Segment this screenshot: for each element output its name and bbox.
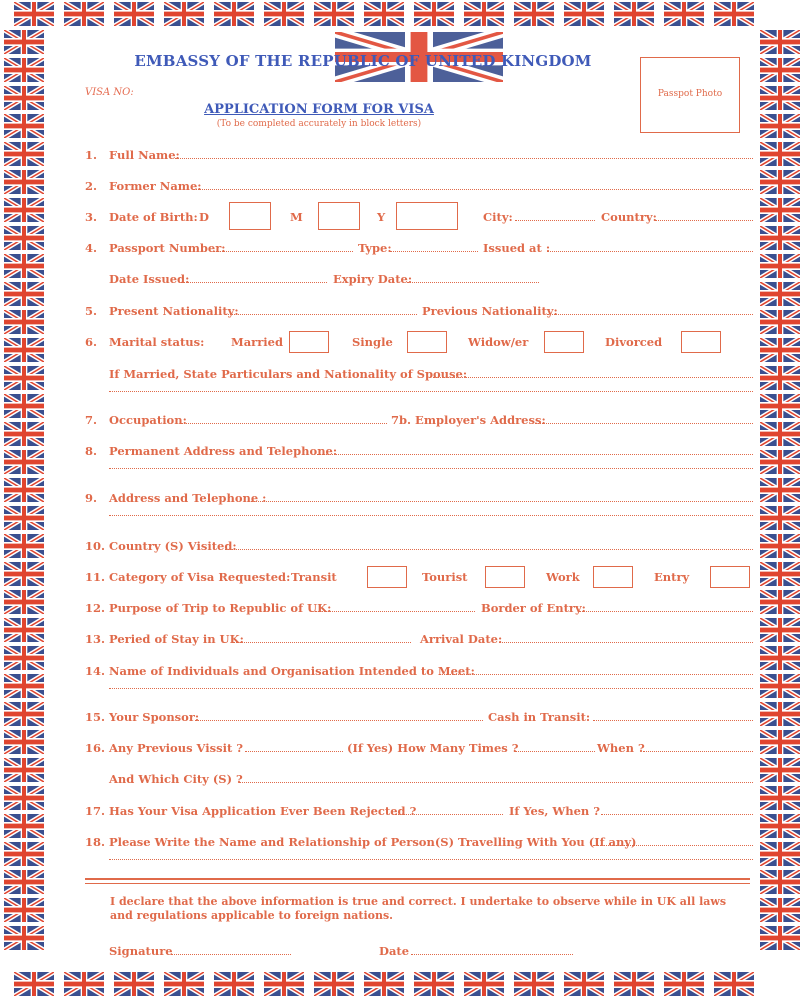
countries-visited-label: Country (S) Visited: <box>109 539 237 553</box>
union-jack-icon <box>64 2 104 26</box>
border-of-entry-label: Border of Entry: <box>481 601 586 615</box>
city-field[interactable] <box>515 210 595 221</box>
passport-number-label: Passport Number: <box>109 241 226 255</box>
union-jack-icon <box>760 786 800 810</box>
transit-label: Transit <box>291 570 337 584</box>
union-jack-icon <box>614 972 654 996</box>
item-number: 4. <box>85 241 98 255</box>
union-jack-icon <box>760 30 800 54</box>
union-jack-icon <box>760 646 800 670</box>
form-subtitle: (To be completed accurately in block letters) <box>216 119 422 129</box>
union-jack-icon <box>514 2 554 26</box>
union-jack-icon <box>314 2 354 26</box>
date-label: Date <box>379 944 410 958</box>
occupation-label: Occupation: <box>109 413 187 427</box>
which-city-label: And Which City (S) ? <box>109 772 243 786</box>
marital-status-label: Marital status: <box>109 335 205 349</box>
type-label: Type: <box>358 241 392 255</box>
married-label: Married <box>231 335 284 349</box>
spouse-field-line-2[interactable] <box>109 381 753 392</box>
arrival-date-field[interactable] <box>499 632 753 643</box>
work-label: Work <box>546 570 580 584</box>
how-many-times-label: (If Yes) How Many Times ? <box>347 741 519 755</box>
previous-nationality-label: Previous Nationality: <box>422 304 558 318</box>
passport-number-field[interactable] <box>213 241 353 252</box>
union-jack-icon <box>4 702 44 726</box>
country-label: Country: <box>601 210 657 224</box>
union-jack-icon <box>760 870 800 894</box>
previous-visit-label: Any Previous Vissit ? <box>109 741 244 755</box>
union-jack-icon <box>760 534 800 558</box>
union-jack-icon <box>4 926 44 950</box>
union-jack-icon <box>4 534 44 558</box>
address-telephone-field-line-2[interactable] <box>109 505 753 516</box>
union-jack-icon <box>414 2 454 26</box>
item-number: 16. <box>85 741 106 755</box>
union-jack-icon <box>464 972 504 996</box>
union-jack-icon <box>760 282 800 306</box>
union-jack-icon <box>760 590 800 614</box>
employer-address-field[interactable] <box>535 413 753 424</box>
item-number: 2. <box>85 179 98 193</box>
union-jack-icon <box>414 972 454 996</box>
union-jack-icon <box>4 366 44 390</box>
country-field[interactable] <box>655 210 753 221</box>
union-jack-icon <box>760 58 800 82</box>
union-jack-icon <box>4 786 44 810</box>
widow-checkbox[interactable] <box>544 331 584 353</box>
union-jack-icon <box>4 30 44 54</box>
item-number: 3. <box>85 210 98 224</box>
union-jack-icon <box>714 2 754 26</box>
union-jack-icon <box>4 898 44 922</box>
city-label: City: <box>483 210 513 224</box>
rejected-when-field[interactable] <box>601 804 753 815</box>
embassy-title: EMBASSY OF THE REPUBLIC OF UNITED KINGDOM <box>134 52 592 70</box>
permanent-address-field-line-2[interactable] <box>109 458 753 469</box>
full-name-field[interactable] <box>175 148 753 159</box>
entry-label: Entry <box>654 570 690 584</box>
dob-year-box[interactable] <box>396 202 458 230</box>
declaration-text: I declare that the above information is true and correct. I undertake to observe while in UK all laws and regulations applicable to foreign nations. <box>110 895 727 922</box>
divider-line <box>85 883 750 884</box>
cash-in-transit-label: Cash in Transit: <box>488 710 591 724</box>
union-jack-icon <box>760 170 800 194</box>
individuals-field[interactable] <box>439 664 753 675</box>
issued-at-label: Issued at : <box>483 241 551 255</box>
item-number: 17. <box>85 804 106 818</box>
union-jack-icon <box>4 814 44 838</box>
previous-nationality-field[interactable] <box>547 304 753 315</box>
union-jack-icon <box>314 972 354 996</box>
union-jack-icon <box>464 2 504 26</box>
rejected-when-label: If Yes, When ? <box>509 804 601 818</box>
address-telephone-field[interactable] <box>251 491 753 502</box>
divorced-label: Divorced <box>605 335 663 349</box>
union-jack-icon <box>664 972 704 996</box>
cash-in-transit-field[interactable] <box>593 710 753 721</box>
how-many-times-field[interactable] <box>515 741 595 752</box>
item-number: 15. <box>85 710 106 724</box>
visa-category-label: Category of Visa Requested: <box>109 570 291 584</box>
dob-month-box[interactable] <box>318 202 360 230</box>
union-jack-icon <box>760 702 800 726</box>
date-issued-label: Date Issued: <box>109 272 190 286</box>
union-jack-icon <box>760 198 800 222</box>
union-jack-icon <box>760 730 800 754</box>
present-nationality-field[interactable] <box>225 304 417 315</box>
union-jack-icon <box>4 646 44 670</box>
travelling-with-label: Please Write the Name and Relationship of Person(S) Travelling With You (If any) <box>109 835 637 849</box>
signature-field[interactable] <box>171 944 291 955</box>
union-jack-icon <box>364 2 404 26</box>
union-jack-icon <box>760 86 800 110</box>
union-jack-icon <box>114 972 154 996</box>
item-number: 18. <box>85 835 106 849</box>
visa-no-label: VISA NO: <box>85 87 134 98</box>
purpose-label: Purpose of Trip to Republic of UK: <box>109 601 332 615</box>
union-jack-icon <box>760 114 800 138</box>
union-jack-icon <box>760 758 800 782</box>
transit-checkbox[interactable] <box>367 566 407 588</box>
married-checkbox[interactable] <box>289 331 329 353</box>
union-jack-icon <box>364 972 404 996</box>
expiry-label: Expiry Date: <box>333 272 413 286</box>
union-jack-icon <box>4 254 44 278</box>
item-number: 13. <box>85 632 106 646</box>
dob-d-label: D <box>199 210 209 224</box>
union-jack-icon <box>4 394 44 418</box>
employer-address-label: 7b. Employer's Address: <box>391 413 546 427</box>
former-name-label: Former Name: <box>109 179 202 193</box>
type-field[interactable] <box>390 241 478 252</box>
union-jack-icon <box>264 2 304 26</box>
date-field[interactable] <box>411 944 573 955</box>
union-jack-icon <box>4 282 44 306</box>
rejected-field[interactable] <box>395 804 503 815</box>
individuals-field-line-2[interactable] <box>109 678 753 689</box>
permanent-address-label: Permanent Address and Telephone: <box>109 444 338 458</box>
dob-y-label: Y <box>377 210 386 224</box>
union-jack-icon <box>760 506 800 530</box>
union-jack-icon <box>4 674 44 698</box>
tourist-checkbox[interactable] <box>485 566 525 588</box>
union-jack-icon <box>214 972 254 996</box>
union-jack-icon <box>760 842 800 866</box>
union-jack-icon <box>114 2 154 26</box>
item-number: 6. <box>85 335 98 349</box>
previous-visit-field[interactable] <box>245 741 343 752</box>
issued-at-field[interactable] <box>547 241 753 252</box>
union-jack-icon <box>4 226 44 250</box>
union-jack-icon <box>760 422 800 446</box>
union-jack-icon <box>4 842 44 866</box>
date-issued-field[interactable] <box>181 272 327 283</box>
arrival-date-label: Arrival Date: <box>420 632 503 646</box>
union-jack-icon <box>4 562 44 586</box>
travelling-with-field-line-2[interactable] <box>109 849 753 860</box>
union-jack-icon <box>514 972 554 996</box>
union-jack-icon <box>760 618 800 642</box>
union-jack-icon <box>760 142 800 166</box>
work-checkbox[interactable] <box>593 566 633 588</box>
union-jack-icon <box>4 590 44 614</box>
dob-m-label: M <box>290 210 303 224</box>
form-title: APPLICATION FORM FOR VISA <box>204 102 434 117</box>
dob-label: Date of Birth: <box>109 210 198 224</box>
union-jack-icon <box>164 2 204 26</box>
former-name-field[interactable] <box>193 179 753 190</box>
union-jack-icon <box>760 926 800 950</box>
border-of-entry-field[interactable] <box>579 601 753 612</box>
entry-checkbox[interactable] <box>710 566 750 588</box>
permanent-address-field[interactable] <box>317 444 753 455</box>
union-jack-icon <box>760 338 800 362</box>
union-jack-icon <box>760 450 800 474</box>
union-jack-icon <box>4 422 44 446</box>
individuals-label: Name of Individuals and Organisation Intended to Meet: <box>109 664 475 678</box>
when-field[interactable] <box>643 741 753 752</box>
item-number: 1. <box>85 148 98 162</box>
item-number: 12. <box>85 601 106 615</box>
passport-photo-label: Passpot Photo <box>657 89 723 99</box>
dob-day-box[interactable] <box>229 202 271 230</box>
item-number: 7. <box>85 413 98 427</box>
item-number: 8. <box>85 444 98 458</box>
union-jack-icon <box>4 758 44 782</box>
expiry-field[interactable] <box>407 272 539 283</box>
which-city-field[interactable] <box>239 772 753 783</box>
union-jack-icon <box>4 170 44 194</box>
union-jack-icon <box>614 2 654 26</box>
full-name-label: Full Name: <box>109 148 180 162</box>
union-jack-icon <box>4 870 44 894</box>
union-jack-icon <box>14 2 54 26</box>
sponsor-label: Your Sponsor: <box>109 710 200 724</box>
union-jack-icon <box>664 2 704 26</box>
union-jack-icon <box>760 366 800 390</box>
sponsor-field[interactable] <box>195 710 483 721</box>
single-label: Single <box>352 335 393 349</box>
union-jack-icon <box>214 2 254 26</box>
union-jack-icon <box>760 674 800 698</box>
union-jack-icon <box>760 562 800 586</box>
union-jack-icon <box>4 198 44 222</box>
item-number: 11. <box>85 570 106 584</box>
visa-form <box>55 30 755 965</box>
item-number: 14. <box>85 664 106 678</box>
signature-label: Signature <box>109 944 173 958</box>
tourist-label: Tourist <box>422 570 468 584</box>
union-jack-icon <box>760 478 800 502</box>
union-jack-icon <box>760 394 800 418</box>
union-jack-icon <box>64 972 104 996</box>
union-jack-icon <box>4 618 44 642</box>
rejected-label: Has Your Visa Application Ever Been Rejected ? <box>109 804 417 818</box>
union-jack-icon <box>760 310 800 334</box>
union-jack-icon <box>264 972 304 996</box>
union-jack-icon <box>14 972 54 996</box>
union-jack-icon <box>564 2 604 26</box>
widow-label: Widow/er <box>468 335 529 349</box>
union-jack-icon <box>4 450 44 474</box>
countries-visited-field[interactable] <box>225 539 753 550</box>
travelling-with-field[interactable] <box>593 835 753 846</box>
union-jack-icon <box>4 478 44 502</box>
union-jack-icon <box>164 972 204 996</box>
item-number: 5. <box>85 304 98 318</box>
present-nationality-label: Present Nationality: <box>109 304 239 318</box>
purpose-field[interactable] <box>315 601 475 612</box>
single-checkbox[interactable] <box>407 331 447 353</box>
union-jack-icon <box>714 972 754 996</box>
union-jack-icon <box>4 506 44 530</box>
divider-line <box>85 878 750 880</box>
union-jack-icon <box>4 142 44 166</box>
union-jack-icon <box>4 730 44 754</box>
spouse-label: If Married, State Particulars and Nationality of Spouse: <box>109 367 468 381</box>
union-jack-icon <box>760 226 800 250</box>
divorced-checkbox[interactable] <box>681 331 721 353</box>
union-jack-icon <box>4 310 44 334</box>
item-number: 9. <box>85 491 98 505</box>
when-label: When ? <box>597 741 645 755</box>
union-jack-icon <box>4 338 44 362</box>
union-jack-icon <box>760 254 800 278</box>
spouse-field[interactable] <box>433 367 753 378</box>
period-of-stay-label: Peried of Stay in UK: <box>109 632 244 646</box>
period-of-stay-field[interactable] <box>233 632 411 643</box>
address-telephone-label: Address and Telephone : <box>109 491 267 505</box>
union-jack-icon <box>760 898 800 922</box>
item-number: 10. <box>85 539 106 553</box>
union-jack-icon <box>564 972 604 996</box>
occupation-field[interactable] <box>181 413 387 424</box>
union-jack-icon <box>760 814 800 838</box>
